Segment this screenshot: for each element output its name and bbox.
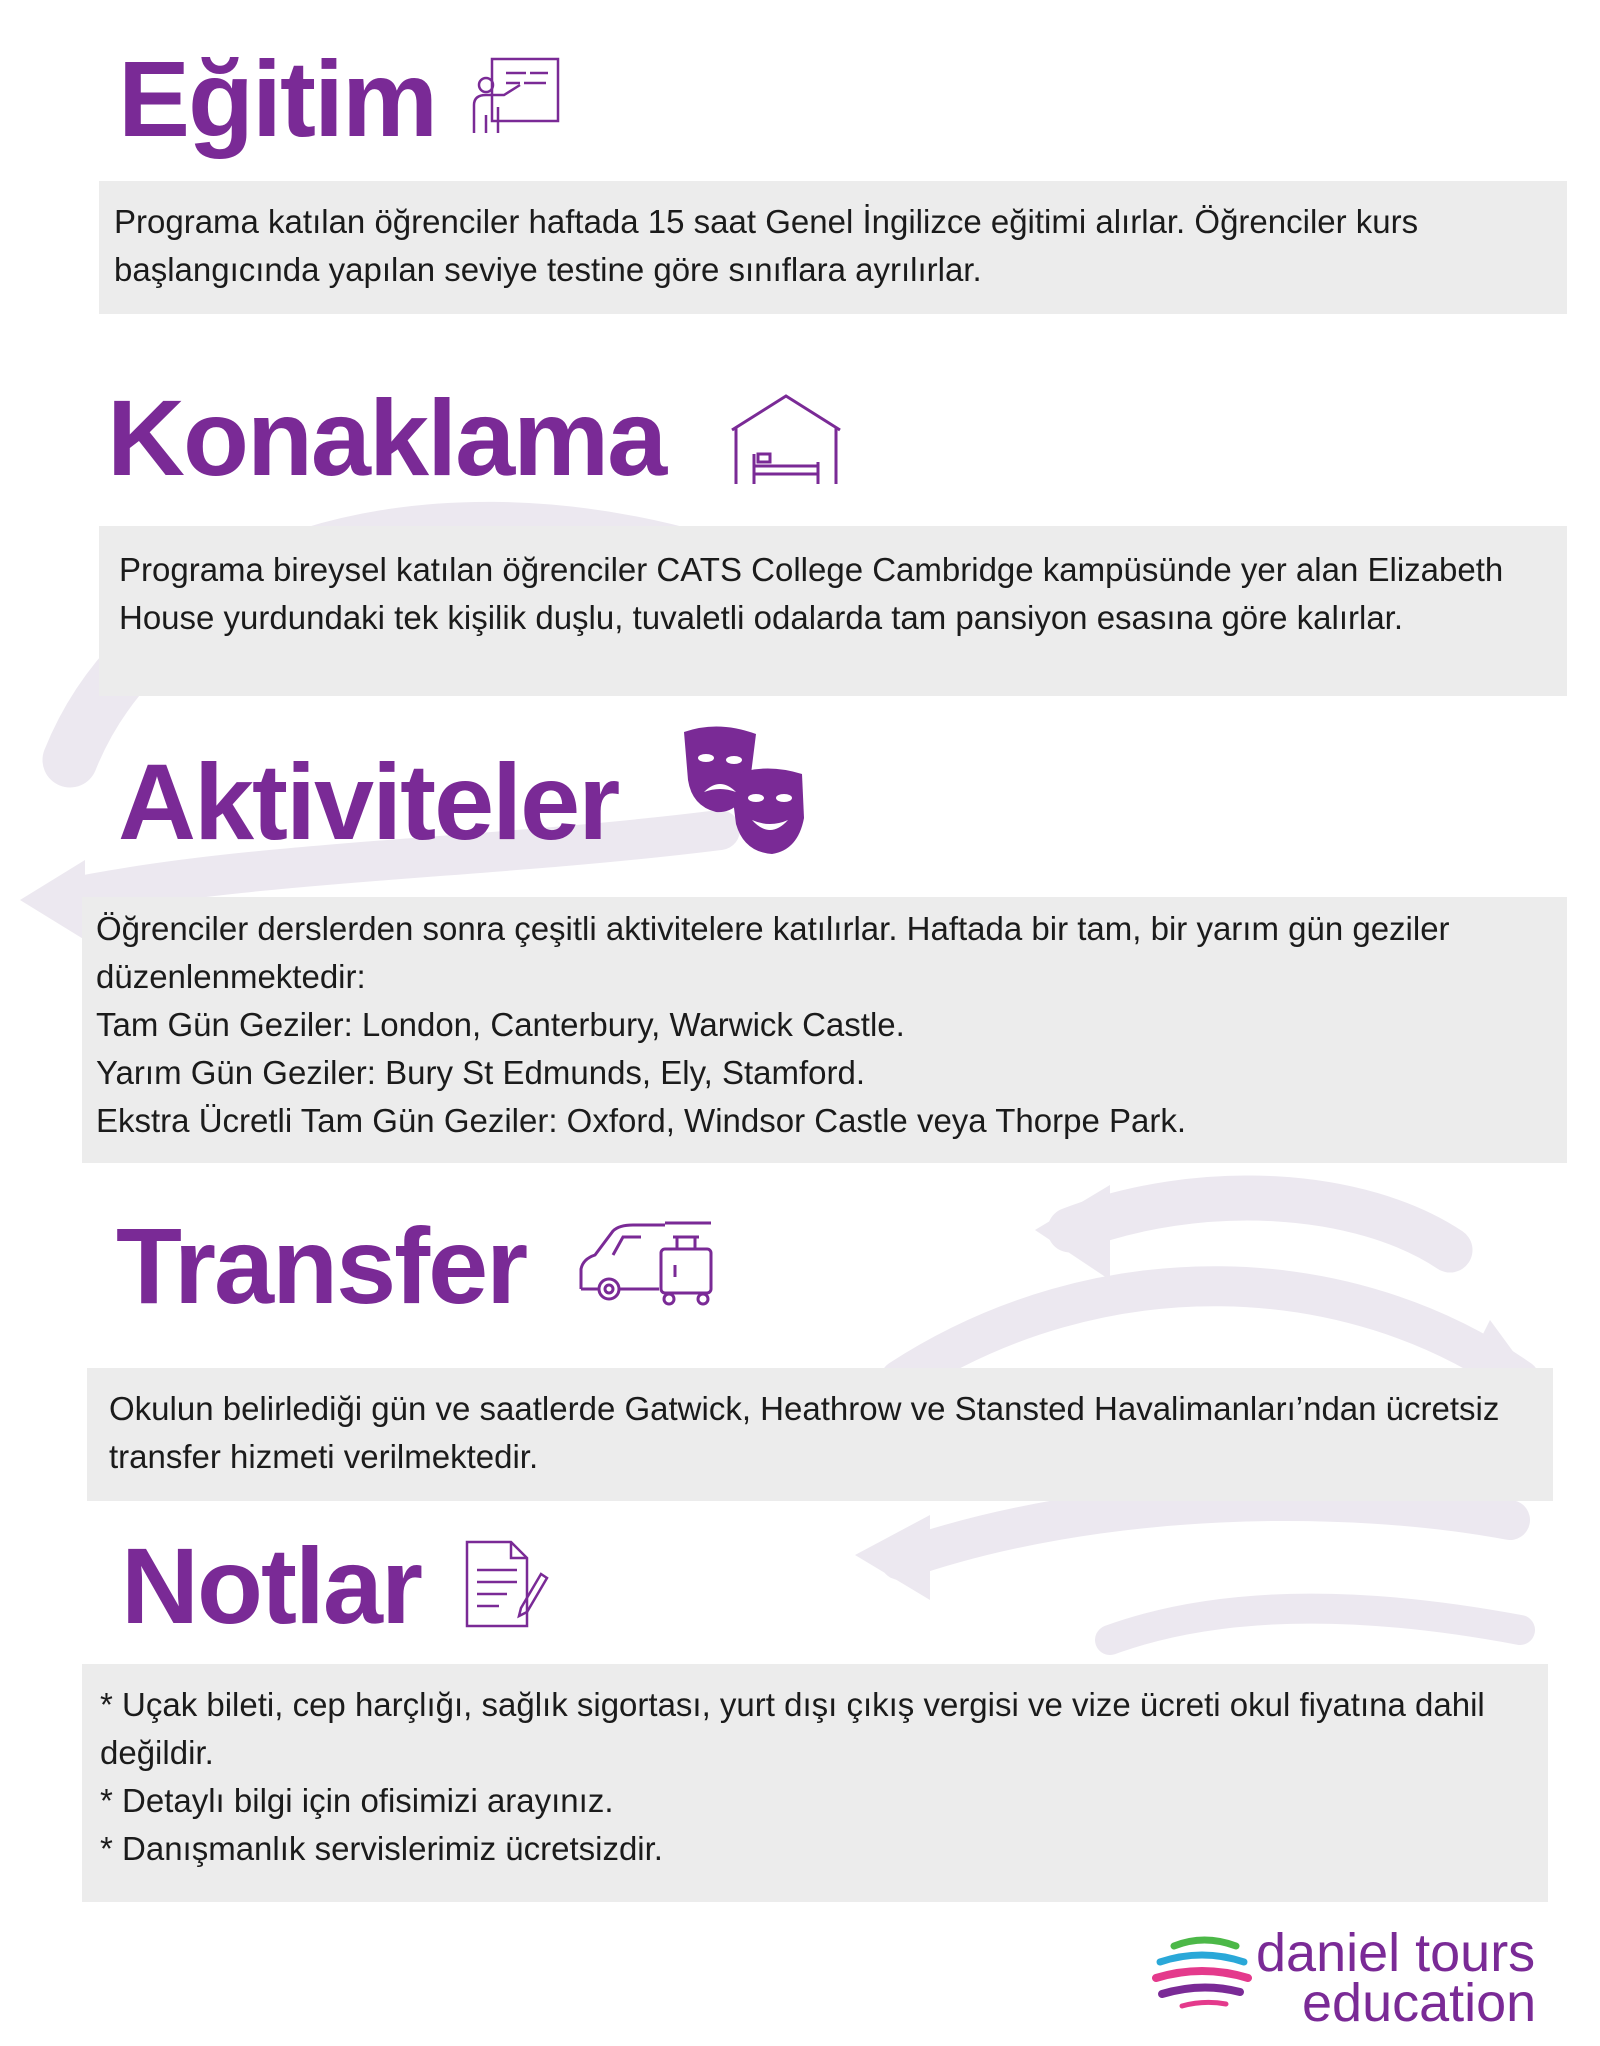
logo-text-line1: daniel tours [1256,1923,1536,1983]
notlar-paragraph-3: * Danışmanlık servislerimiz ücretsizdir. [100,1830,663,1867]
konaklama-text-box [99,526,1567,696]
notlar-paragraph-2: * Detaylı bilgi için ofisimizi arayınız. [100,1782,614,1819]
teacher-board-icon [470,55,562,140]
aktiviteler-paragraph-full-day: Tam Gün Geziler: London, Canterbury, Warwick Castle. [96,1006,905,1043]
aktiviteler-paragraph-intro: Öğrenciler derslerden sonra çeşitli aktivitelere katılırlar. Haftada bir tam, bir yarım gün geziler düzenlenmektedir: [96,910,1450,995]
theater-masks-icon [678,722,818,862]
transfer-paragraph: Okulun belirlediği gün ve saatlerde Gatwick, Heathrow ve Stansted Havalimanları’ndan ücretsiz transfer hizmeti verilmektedir. [109,1390,1500,1475]
heading-konaklama: Konaklama [107,377,666,498]
heading-aktiviteler: Aktiviteler [118,741,619,862]
notlar-paragraph-1: * Uçak bileti, cep harçlığı, sağlık sigortası, yurt dışı çıkış vergisi ve vize ücreti okul fiyatına dahil değildir. [100,1686,1485,1771]
transfer-text-box [87,1368,1553,1501]
aktiviteler-text-box [82,897,1567,1163]
konaklama-paragraph: Programa bireysel katılan öğrenciler CATS College Cambridge kampüsünde yer alan Elizabeth House yurdundaki tek kişilik duşlu, tuvaletli odalarda tam pansiyon esasına göre kalırlar. [119,551,1504,636]
globe-swoosh-logo-icon [1152,1932,1252,2017]
notlar-text-box [82,1664,1548,1902]
notes-pen-icon [463,1538,549,1635]
egitim-text-box [99,181,1567,314]
heading-transfer: Transfer [116,1205,527,1326]
logo-text-line2: education [1302,1973,1537,2033]
aktiviteler-paragraph-extra: Ekstra Ücretli Tam Gün Geziler: Oxford, Windsor Castle veya Thorpe Park. [96,1102,1186,1139]
aktiviteler-paragraph-half-day: Yarım Gün Geziler: Bury St Edmunds, Ely, Stamford. [96,1054,866,1091]
heading-egitim: Eğitim [118,38,437,159]
house-bed-icon [728,392,844,491]
heading-notlar: Notlar [121,1525,422,1646]
daniel-tours-logo [1152,1923,1552,2038]
car-luggage-icon [577,1215,715,1316]
egitim-paragraph: Programa katılan öğrenciler haftada 15 saat Genel İngilizce eğitimi alırlar. Öğrenciler kurs başlangıcında yapılan seviye testine göre sınıflara ayrılırlar. [114,203,1419,288]
